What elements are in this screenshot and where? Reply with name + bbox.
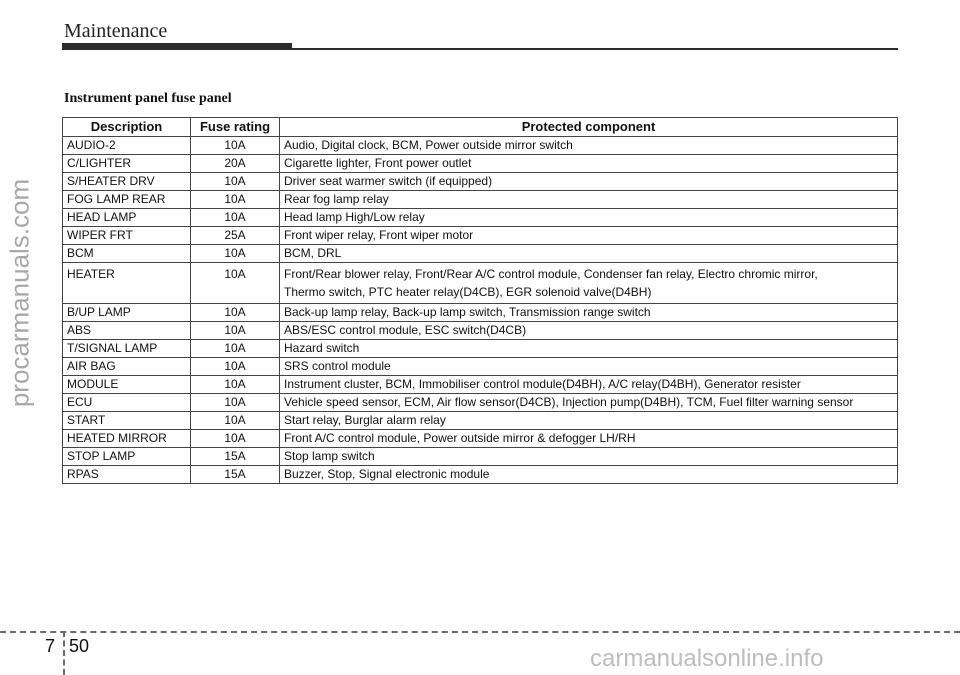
component-line: Head lamp High/Low relay (284, 210, 425, 224)
footer-dashed-rule (0, 631, 960, 633)
cell-protected-component (280, 322, 898, 340)
cell-fuse-rating: 10A (191, 358, 280, 376)
table-row (63, 466, 898, 484)
page-number: 50 (69, 636, 90, 656)
cell-description: FOG LAMP REAR (63, 191, 191, 209)
cell-description: WIPER FRT (63, 227, 191, 245)
cell-fuse-rating: 10A (191, 376, 280, 394)
cell-protected-component (280, 412, 898, 430)
table-header-row (63, 118, 898, 137)
cell-fuse-rating: 10A (191, 322, 280, 340)
fuse-table (62, 117, 898, 484)
table-row (63, 137, 898, 155)
cell-protected-component (280, 376, 898, 394)
table-row (63, 263, 898, 304)
cell-fuse-rating: 20A (191, 155, 280, 173)
cell-description: B/UP LAMP (63, 304, 191, 322)
cell-fuse-rating: 10A (191, 209, 280, 227)
cell-protected-component (280, 191, 898, 209)
cell-fuse-rating: 25A (191, 227, 280, 245)
cell-description: C/LIGHTER (63, 155, 191, 173)
cell-fuse-rating: 10A (191, 173, 280, 191)
cell-protected-component (280, 340, 898, 358)
table-row (63, 430, 898, 448)
cell-protected-component (280, 358, 898, 376)
component-line: Back-up lamp relay, Back-up lamp switch, Transmission range switch (284, 305, 651, 319)
cell-fuse-rating: 10A (191, 412, 280, 430)
cell-fuse-rating: 10A (191, 191, 280, 209)
component-line: Driver seat warmer switch (if equipped) (284, 174, 493, 188)
component-line: Audio, Digital clock, BCM, Power outside mirror switch (284, 138, 573, 152)
cell-protected-component (280, 466, 898, 484)
column-header-protected-component: Protected component (280, 118, 898, 137)
cell-description: MODULE (63, 376, 191, 394)
cell-fuse-rating: 10A (191, 340, 280, 358)
table-row (63, 412, 898, 430)
bottom-watermark: carmanualsonline.info (590, 645, 824, 672)
cell-fuse-rating: 10A (191, 304, 280, 322)
table-row (63, 227, 898, 245)
cell-description: RPAS (63, 466, 191, 484)
cell-fuse-rating: 10A (191, 394, 280, 412)
component-line: Stop lamp switch (284, 449, 375, 463)
cell-protected-component (280, 430, 898, 448)
component-line: Vehicle speed sensor, ECM, Air flow sensor(D4CB), Injection pump(D4BH), TCM, Fuel filter warning sensor (284, 395, 854, 409)
cell-description: BCM (63, 245, 191, 263)
cell-description: AIR BAG (63, 358, 191, 376)
component-line: SRS control module (284, 359, 391, 373)
cell-protected-component (280, 263, 898, 304)
table-row (63, 209, 898, 227)
table-row (63, 322, 898, 340)
cell-description: S/HEATER DRV (63, 173, 191, 191)
header-rule (62, 48, 898, 50)
fuse-table-body (63, 137, 898, 484)
page-header-title: Maintenance (64, 20, 168, 42)
cell-description: HEAD LAMP (63, 209, 191, 227)
cell-description: ABS (63, 322, 191, 340)
cell-description: ECU (63, 394, 191, 412)
cell-description: T/SIGNAL LAMP (63, 340, 191, 358)
cell-description: STOP LAMP (63, 448, 191, 466)
cell-fuse-rating: 10A (191, 137, 280, 155)
cell-protected-component (280, 227, 898, 245)
component-line: Rear fog lamp relay (284, 192, 389, 206)
component-line: Front/Rear blower relay, Front/Rear A/C control module, Condenser fan relay, Electro chromic mirror, (284, 267, 818, 281)
table-row (63, 358, 898, 376)
component-line: Instrument cluster, BCM, Immobiliser control module(D4BH), A/C relay(D4BH), Generator resister (284, 377, 801, 391)
table-row (63, 191, 898, 209)
cell-protected-component (280, 394, 898, 412)
cell-fuse-rating: 10A (191, 430, 280, 448)
component-line: Hazard switch (284, 341, 360, 355)
component-line: Buzzer, Stop, Signal electronic module (284, 467, 490, 481)
cell-protected-component (280, 209, 898, 227)
cell-description: HEATER (63, 263, 191, 304)
table-row (63, 304, 898, 322)
chapter-number: 7 (45, 636, 56, 656)
side-watermark (2, 138, 38, 448)
cell-fuse-rating: 15A (191, 448, 280, 466)
cell-protected-component (280, 448, 898, 466)
table-row (63, 448, 898, 466)
cell-fuse-rating: 10A (191, 263, 280, 304)
cell-description: HEATED MIRROR (63, 430, 191, 448)
table-row (63, 340, 898, 358)
table-row (63, 155, 898, 173)
section-title: Instrument panel fuse panel (64, 91, 232, 106)
component-line: BCM, DRL (284, 246, 342, 260)
column-header-description: Description (63, 118, 191, 137)
table-row (63, 173, 898, 191)
cell-description: AUDIO-2 (63, 137, 191, 155)
component-line: ABS/ESC control module, ESC switch(D4CB) (284, 323, 527, 337)
table-row (63, 376, 898, 394)
table-row (63, 245, 898, 263)
side-watermark-text: procarmanuals.com (4, 178, 35, 408)
cell-fuse-rating: 15A (191, 466, 280, 484)
footer-dashed-divider (63, 631, 65, 675)
component-line: Front A/C control module, Power outside mirror & defogger LH/RH (284, 431, 636, 445)
component-line: Front wiper relay, Front wiper motor (284, 228, 474, 242)
cell-protected-component (280, 173, 898, 191)
cell-protected-component (280, 137, 898, 155)
component-line: Start relay, Burglar alarm relay (284, 413, 446, 427)
component-line: Cigarette lighter, Front power outlet (284, 156, 472, 170)
column-header-fuse-rating: Fuse rating (191, 118, 280, 137)
table-row (63, 394, 898, 412)
component-line: Thermo switch, PTC heater relay(D4CB), EGR solenoid valve(D4BH) (284, 285, 652, 299)
cell-fuse-rating: 10A (191, 245, 280, 263)
cell-protected-component (280, 304, 898, 322)
cell-protected-component (280, 245, 898, 263)
cell-protected-component (280, 155, 898, 173)
cell-description: START (63, 412, 191, 430)
